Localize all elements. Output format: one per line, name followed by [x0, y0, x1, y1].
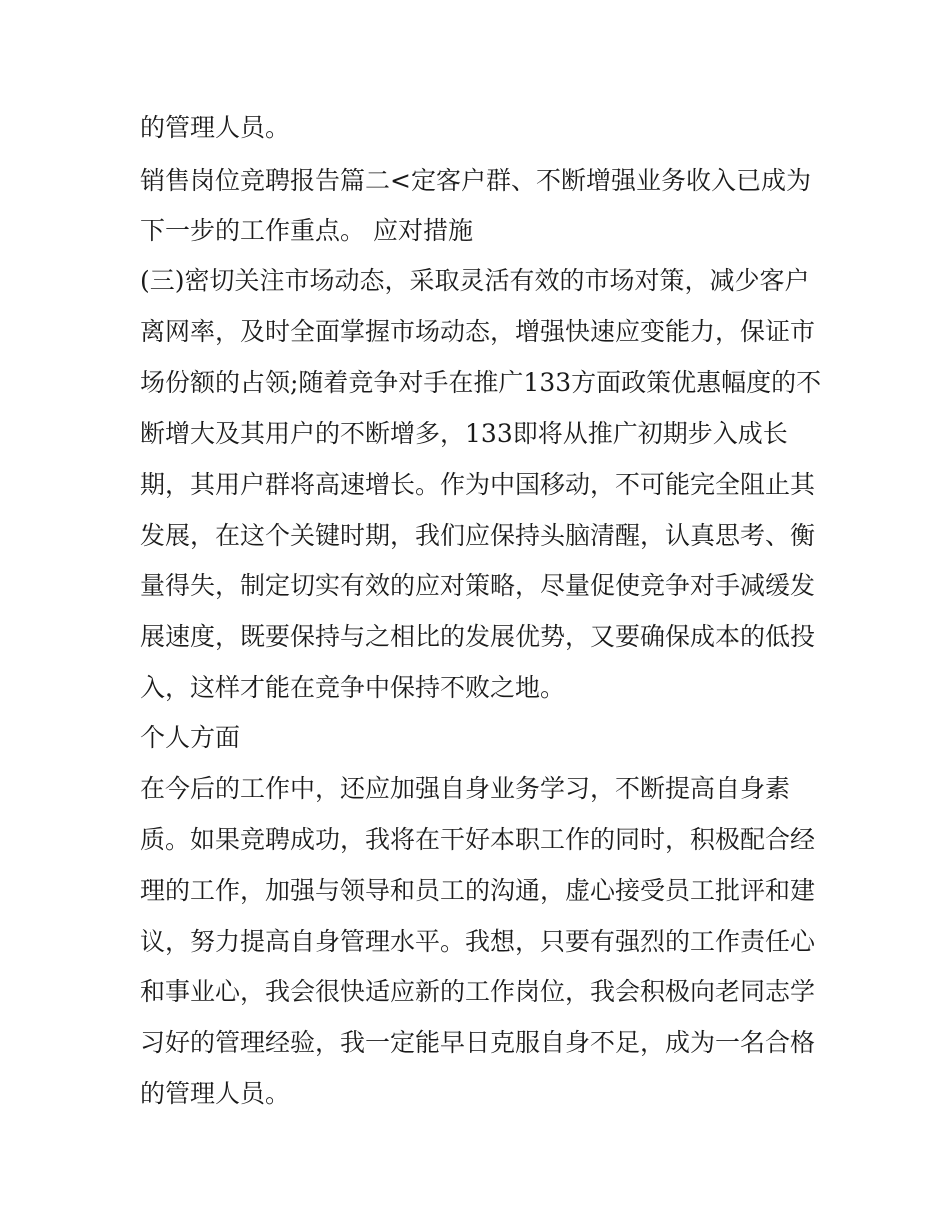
- text-line: 入，这样才能在竞争中保持不败之地。: [140, 673, 566, 702]
- text-line: 场份额的占领;随着竞争对手在推广133方面政策优惠幅度的不: [140, 368, 822, 397]
- text-line: (三)密切关注市场动态，采取灵活有效的市场对策，减少客户: [140, 266, 810, 295]
- text-line: 量得失，制定切实有效的应对策略，尽量促使竞争对手减缓发: [140, 571, 816, 600]
- text-line: 离网率，及时全面掌握市场动态，增强快速应变能力，保证市: [140, 317, 816, 346]
- text-line: 议，努力提高自身管理水平。我想，只要有强烈的工作责任心: [140, 927, 816, 956]
- text-line: 销售岗位竞聘报告篇二<定客户群、不断增强业务收入已成为: [140, 166, 811, 195]
- text-line: 下一步的工作重点。 应对措施: [140, 216, 473, 245]
- text-line: 展速度，既要保持与之相比的发展优势，又要确保成本的低投: [140, 622, 816, 651]
- text-line: 在今后的工作中，还应加强自身业务学习，不断提高自身素: [140, 774, 791, 803]
- text-line: 发展，在这个关键时期，我们应保持头脑清醒，认真思考、衡: [140, 521, 816, 550]
- text-line: 质。如果竞聘成功，我将在干好本职工作的同时，积极配合经: [140, 825, 816, 854]
- text-line: 的管理人员。: [140, 1079, 291, 1108]
- text-line: 个人方面: [140, 723, 241, 752]
- text-line: 习好的管理经验，我一定能早日克服自身不足，成为一名合格: [140, 1028, 816, 1057]
- text-line: 和事业心，我会很快适应新的工作岗位，我会积极向老同志学: [140, 977, 816, 1006]
- text-line: 的管理人员。: [140, 113, 291, 142]
- text-line: 理的工作，加强与领导和员工的沟通，虚心接受员工批评和建: [140, 876, 816, 905]
- text-line: 断增大及其用户的不断增多，133即将从推广初期步入成长: [140, 419, 788, 448]
- text-line: 期，其用户群将高速增长。作为中国移动，不可能完全阻止其: [140, 470, 816, 499]
